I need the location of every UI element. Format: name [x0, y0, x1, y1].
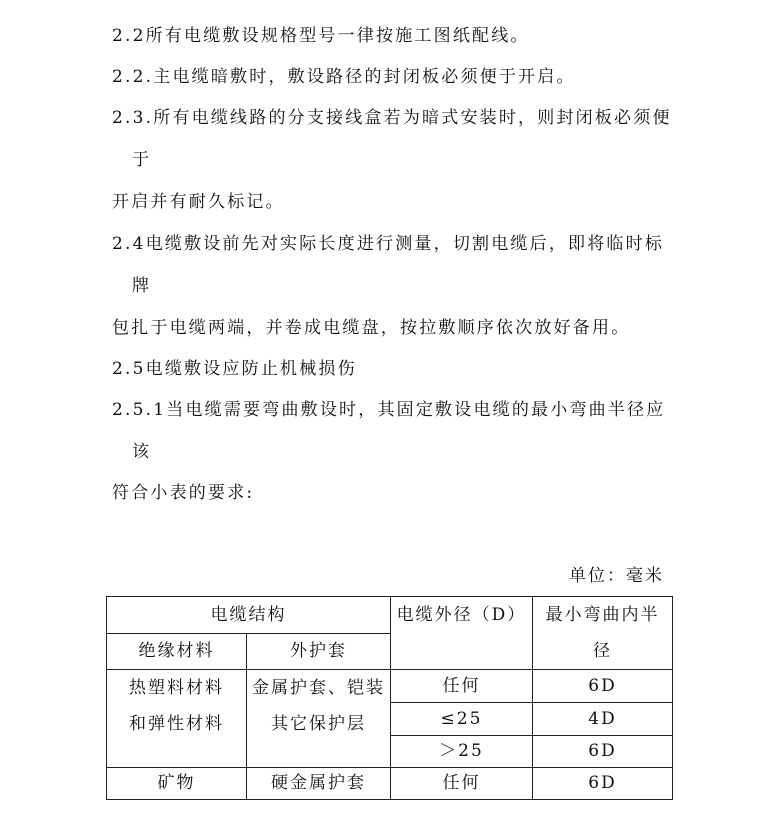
- paragraph-2-2-main: 2.2.主电缆暗敷时，敷设路径的封闭板必须便于开启。: [112, 67, 576, 87]
- paragraph-2-3-cont: 开启并有耐久标记。: [112, 192, 285, 212]
- paragraph-2-4-cont: 包扎于电缆两端，并卷成电缆盘，按拉敷顺序依次放好备用。: [112, 318, 631, 338]
- paragraph-2-3: 2.3.所有电缆线路的分支接线盒若为暗式安装时，则封闭板必须便: [112, 108, 672, 128]
- unit-label: 单位：毫米: [569, 566, 664, 586]
- paragraph-2-5-1: 2.5.1当电缆需要弯曲敷设时，其固定敷设电缆的最小弯曲半径应: [112, 400, 666, 420]
- paragraph-2-3-wrap: 于: [132, 150, 152, 170]
- header-min-bend-radius: [533, 597, 673, 670]
- paragraph-2-5-1-wrap: 该: [132, 442, 152, 462]
- paragraph-2-5: 2.5电缆敷设应防止机械损伤: [112, 359, 357, 379]
- cell-metal-sheath-line1: 金属护套、铠装: [252, 678, 385, 698]
- cell-thermoplastic-line1: 热塑料材料: [129, 678, 224, 698]
- cell-diameter: ＞25: [391, 736, 533, 768]
- cell-radius: 4D: [533, 703, 673, 736]
- cell-radius: 6D: [533, 670, 673, 703]
- cell-radius: 6D: [533, 768, 673, 800]
- table-row: [107, 670, 673, 703]
- paragraph-2-4: 2.4电缆敷设前先对实际长度进行测量，切割电缆后，即将临时标: [112, 234, 665, 254]
- table-row: [107, 768, 673, 800]
- cell-mineral: 矿物: [107, 768, 247, 800]
- header-cable-structure: 电缆结构: [107, 597, 391, 634]
- table-header-row: [107, 597, 673, 634]
- header-outer-sheath: 外护套: [247, 634, 391, 670]
- header-min-bend-radius-line1: 最小弯曲内半: [545, 605, 660, 625]
- cell-diameter: 任何: [391, 768, 533, 800]
- cell-radius: 6D: [533, 736, 673, 768]
- cell-metal-sheath-armor: [247, 670, 391, 768]
- paragraph-2-5-1-cont: 符合小表的要求:: [112, 483, 255, 503]
- paragraph-2-2: 2.2所有电缆敷设规格型号一律按施工图纸配线。: [112, 26, 530, 46]
- cell-thermoplastic-line2: 和弹性材料: [129, 714, 224, 734]
- bending-radius-table: [106, 596, 673, 800]
- cell-hard-metal-sheath: 硬金属护套: [247, 768, 391, 800]
- cell-diameter: ≤25: [391, 703, 533, 736]
- header-outer-diameter: 电缆外径（D）: [391, 597, 533, 670]
- paragraph-2-4-wrap: 牌: [132, 276, 152, 296]
- cell-thermoplastic-elastic: [107, 670, 247, 768]
- cell-diameter: 任何: [391, 670, 533, 703]
- cell-metal-sheath-line2: 其它保护层: [271, 714, 366, 734]
- header-min-bend-radius-line2: 径: [593, 641, 612, 661]
- header-insulation-material: 绝缘材料: [107, 634, 247, 670]
